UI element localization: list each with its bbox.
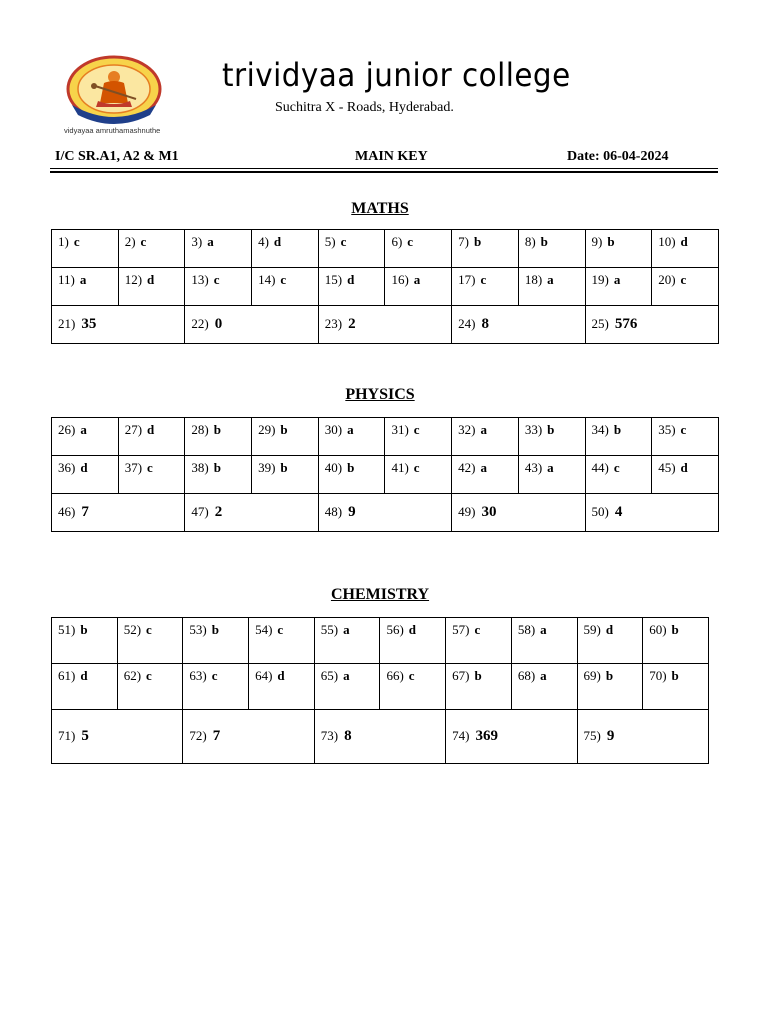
numeric-answer-row (52, 306, 719, 344)
question-number: 6) (391, 234, 403, 249)
question-number: 56) (386, 622, 404, 637)
question-number: 47) (191, 504, 209, 519)
numeric-answer-cell (318, 494, 451, 532)
question-number: 3) (191, 234, 203, 249)
mcq-answer-row (52, 418, 719, 456)
mcq-answer-row (52, 664, 709, 710)
question-number: 49) (458, 504, 476, 519)
question-number: 26) (58, 422, 76, 437)
mcq-answer-row (52, 456, 719, 494)
chemistry-answer-table (51, 617, 709, 764)
answer-option: b (547, 422, 555, 437)
question-number: 52) (123, 622, 142, 637)
answer-option: a (540, 668, 547, 683)
question-number: 14) (258, 272, 276, 287)
numeric-answer-cell (452, 494, 585, 532)
answer-option: d (408, 622, 417, 637)
question-number: 44) (591, 460, 609, 475)
question-number: 38) (191, 460, 209, 475)
numeric-answer-value: 5 (81, 728, 89, 744)
answer-option: b (607, 234, 615, 249)
numeric-answer-value: 30 (481, 504, 497, 520)
answer-option: c (680, 272, 687, 287)
question-number: 61) (58, 668, 76, 683)
answer-option: c (147, 460, 153, 475)
answer-cell (118, 230, 185, 268)
question-number: 46) (58, 504, 76, 519)
answer-cell (252, 230, 319, 268)
answer-cell (52, 618, 118, 664)
answer-cell (185, 456, 252, 494)
college-logo (58, 55, 170, 137)
answer-option: c (340, 234, 347, 249)
question-number: 53) (189, 622, 207, 637)
college-name: trividyaa junior college (222, 56, 571, 94)
answer-cell (252, 456, 319, 494)
numeric-answer-value: 7 (212, 728, 221, 744)
answer-cell (314, 664, 380, 710)
saraswati-emblem-icon (58, 55, 170, 125)
numeric-answer-cell (52, 710, 183, 764)
answer-cell (452, 456, 519, 494)
question-number: 71) (58, 728, 76, 743)
answer-option: b (613, 422, 622, 437)
class-info: I/C SR.A1, A2 & M1 (55, 149, 179, 164)
answer-option: d (80, 668, 88, 683)
question-number: 15) (324, 272, 343, 287)
numeric-answer-value: 8 (344, 728, 352, 744)
answer-option: d (277, 668, 285, 683)
answer-cell (518, 456, 585, 494)
college-address: Suchitra X - Roads, Hyderabad. (275, 100, 454, 115)
question-number: 12) (124, 272, 143, 287)
numeric-answer-value: 8 (481, 316, 489, 332)
section-title-chemistry: CHEMISTRY (330, 586, 430, 603)
numeric-answer-value: 576 (614, 316, 638, 332)
answer-cell (511, 664, 577, 710)
numeric-answer-value: 7 (81, 504, 89, 520)
question-number: 39) (258, 460, 276, 475)
answer-cell (318, 418, 385, 456)
answer-option: b (474, 668, 482, 683)
answer-cell (52, 456, 119, 494)
answer-option: c (140, 234, 147, 249)
answer-cell (118, 418, 185, 456)
question-number: 16) (391, 272, 409, 287)
question-number: 59) (583, 622, 601, 637)
question-number: 25) (591, 316, 609, 331)
question-number: 35) (658, 422, 676, 437)
answer-cell (118, 268, 185, 306)
answer-option: d (680, 234, 688, 249)
answer-cell (652, 268, 719, 306)
question-number: 57) (452, 622, 470, 637)
answer-option: d (80, 460, 88, 475)
question-number: 42) (458, 460, 476, 475)
answer-option: a (413, 272, 421, 287)
answer-cell (585, 268, 652, 306)
question-number: 75) (583, 728, 601, 743)
answer-option: c (73, 234, 80, 249)
question-number: 63) (189, 668, 207, 683)
question-number: 24) (458, 316, 476, 331)
answer-cell (249, 664, 315, 710)
answer-option: b (671, 668, 679, 683)
answer-option: a (540, 622, 547, 637)
question-number: 28) (191, 422, 209, 437)
answer-option: b (347, 460, 355, 475)
numeric-answer-cell (577, 710, 708, 764)
answer-cell (183, 664, 249, 710)
numeric-answer-cell (452, 306, 585, 344)
answer-cell (318, 268, 385, 306)
question-number: 9) (591, 234, 603, 249)
numeric-answer-value: 2 (348, 316, 356, 332)
question-number: 60) (649, 622, 667, 637)
question-number: 43) (524, 460, 543, 475)
answer-cell (249, 618, 315, 664)
answer-option: c (480, 272, 487, 287)
question-number: 65) (320, 668, 339, 683)
answer-cell (314, 618, 380, 664)
question-number: 34) (591, 422, 609, 437)
question-number: 69) (583, 668, 601, 683)
answer-cell (318, 456, 385, 494)
answer-option: c (146, 622, 152, 637)
answer-option: a (80, 422, 87, 437)
answer-option: c (613, 460, 620, 475)
answer-cell (52, 230, 119, 268)
question-number: 36) (58, 460, 76, 475)
answer-option: a (613, 272, 621, 287)
answer-cell (452, 418, 519, 456)
question-number: 27) (124, 422, 143, 437)
question-number: 31) (391, 422, 409, 437)
answer-option: d (605, 622, 614, 637)
answer-cell (446, 618, 512, 664)
question-number: 13) (191, 272, 209, 287)
answer-option: c (474, 622, 481, 637)
numeric-answer-value: 35 (81, 316, 97, 332)
header-divider-thick (50, 171, 718, 173)
question-number: 64) (255, 668, 273, 683)
answer-cell (511, 618, 577, 664)
question-number: 72) (189, 728, 207, 743)
question-number: 51) (58, 622, 76, 637)
answer-cell (446, 664, 512, 710)
question-number: 8) (524, 234, 536, 249)
answer-option: d (273, 234, 282, 249)
answer-option: d (147, 422, 155, 437)
question-number: 48) (324, 504, 343, 519)
question-number: 29) (258, 422, 276, 437)
answer-cell (643, 618, 709, 664)
answer-cell (117, 664, 183, 710)
answer-cell (385, 456, 452, 494)
question-number: 23) (324, 316, 343, 331)
section-title-maths: MATHS (351, 200, 409, 217)
header-divider (50, 168, 718, 169)
question-number: 18) (524, 272, 543, 287)
question-number: 7) (458, 234, 469, 249)
numeric-answer-cell (52, 494, 185, 532)
answer-option: a (79, 272, 87, 287)
answer-option: b (280, 422, 288, 437)
answer-option: c (280, 272, 287, 287)
maths-answer-table (51, 229, 719, 344)
answer-option: b (280, 460, 288, 475)
mcq-answer-row (52, 618, 709, 664)
answer-cell (380, 664, 446, 710)
answer-option: b (213, 422, 221, 437)
question-number: 58) (517, 622, 536, 637)
question-number: 55) (320, 622, 339, 637)
question-number: 67) (452, 668, 470, 683)
answer-cell (577, 618, 643, 664)
numeric-answer-value: 2 (214, 504, 223, 520)
answer-option: c (213, 272, 220, 287)
question-number: 70) (649, 668, 667, 683)
question-number: 74) (452, 728, 470, 743)
answer-cell (380, 618, 446, 664)
question-number: 21) (58, 316, 76, 331)
answer-cell (652, 418, 719, 456)
answer-option: c (680, 422, 687, 437)
answer-cell (183, 618, 249, 664)
numeric-answer-cell (183, 710, 314, 764)
numeric-answer-cell (585, 494, 718, 532)
question-number: 62) (123, 668, 142, 683)
section-title-physics: PHYSICS (345, 386, 415, 403)
question-number: 54) (255, 622, 273, 637)
answer-cell (652, 456, 719, 494)
numeric-answer-cell (185, 306, 318, 344)
answer-cell (318, 230, 385, 268)
numeric-answer-value: 0 (214, 316, 223, 332)
question-number: 4) (258, 234, 269, 249)
answer-cell (52, 418, 119, 456)
question-number: 73) (320, 728, 339, 743)
mcq-answer-row (52, 268, 719, 306)
answer-cell (585, 456, 652, 494)
answer-cell (117, 618, 183, 664)
question-number: 20) (658, 272, 676, 287)
answer-cell (518, 418, 585, 456)
answer-cell (52, 664, 118, 710)
answer-option: a (480, 460, 487, 475)
question-number: 40) (324, 460, 343, 475)
answer-cell (52, 268, 119, 306)
answer-cell (518, 268, 585, 306)
exam-date: Date: 06-04-2024 (567, 149, 669, 164)
answer-cell (385, 418, 452, 456)
question-number: 22) (191, 316, 209, 331)
mcq-answer-row (52, 230, 719, 268)
question-number: 32) (458, 422, 476, 437)
answer-option: b (211, 622, 219, 637)
numeric-answer-value: 4 (614, 504, 623, 520)
question-number: 50) (591, 504, 609, 519)
question-number: 45) (658, 460, 676, 475)
answer-cell (385, 268, 452, 306)
answer-option: b (213, 460, 221, 475)
answer-cell (452, 230, 519, 268)
answer-option: b (80, 622, 88, 637)
answer-cell (252, 268, 319, 306)
question-number: 68) (517, 668, 536, 683)
logo-motto: vidyayaa amruthamashnuthe (64, 126, 161, 135)
answer-option: b (540, 234, 548, 249)
numeric-answer-value: 9 (606, 728, 615, 744)
question-number: 41) (391, 460, 409, 475)
answer-option: c (413, 460, 420, 475)
numeric-answer-cell (585, 306, 718, 344)
answer-option: a (547, 460, 554, 475)
answer-option: a (347, 422, 354, 437)
answer-cell (385, 230, 452, 268)
numeric-answer-row (52, 710, 709, 764)
answer-option: d (680, 460, 688, 475)
numeric-answer-cell (185, 494, 318, 532)
question-number: 66) (386, 668, 404, 683)
answer-option: d (147, 272, 155, 287)
answer-cell (518, 230, 585, 268)
key-type: MAIN KEY (355, 149, 428, 164)
numeric-answer-value: 369 (475, 728, 498, 744)
answer-cell (118, 456, 185, 494)
question-number: 11) (58, 272, 75, 287)
question-number: 10) (658, 234, 676, 249)
question-number: 30) (324, 422, 343, 437)
answer-cell (185, 230, 252, 268)
numeric-answer-value: 9 (348, 504, 356, 520)
answer-cell (577, 664, 643, 710)
answer-option: b (671, 622, 679, 637)
answer-option: c (146, 668, 152, 683)
answer-cell (185, 268, 252, 306)
answer-option: d (347, 272, 355, 287)
answer-cell (185, 418, 252, 456)
question-number: 37) (124, 460, 143, 475)
numeric-answer-cell (446, 710, 577, 764)
numeric-answer-cell (52, 306, 185, 344)
answer-option: a (343, 668, 350, 683)
answer-option: a (547, 272, 554, 287)
numeric-answer-row (52, 494, 719, 532)
answer-cell (585, 418, 652, 456)
question-number: 33) (524, 422, 543, 437)
answer-option: c (277, 622, 284, 637)
answer-cell (643, 664, 709, 710)
numeric-answer-cell (318, 306, 451, 344)
answer-cell (452, 268, 519, 306)
question-number: 5) (324, 234, 336, 249)
answer-option: c (413, 422, 420, 437)
answer-option: b (605, 668, 614, 683)
answer-option: a (207, 234, 214, 249)
answer-cell (652, 230, 719, 268)
question-number: 1) (58, 234, 69, 249)
question-number: 2) (124, 234, 136, 249)
question-number: 17) (458, 272, 476, 287)
answer-cell (585, 230, 652, 268)
answer-option: c (408, 668, 415, 683)
answer-option: c (407, 234, 414, 249)
answer-option: b (473, 234, 482, 249)
question-number: 19) (591, 272, 609, 287)
numeric-answer-cell (314, 710, 445, 764)
answer-option: c (211, 668, 218, 683)
answer-option: a (343, 622, 350, 637)
physics-answer-table (51, 417, 719, 532)
answer-option: a (480, 422, 487, 437)
answer-cell (252, 418, 319, 456)
